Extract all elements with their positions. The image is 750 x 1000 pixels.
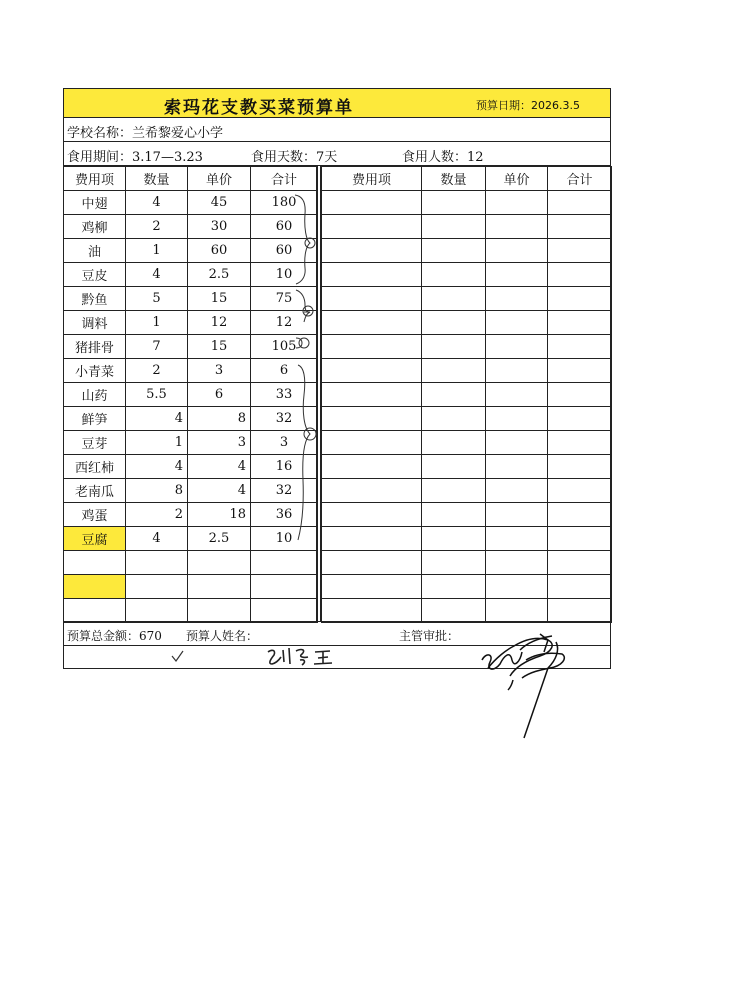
empty-cell <box>251 599 318 623</box>
empty-cell <box>188 599 251 623</box>
school-row <box>64 118 610 142</box>
table-row <box>322 359 612 383</box>
empty-cell <box>322 359 422 383</box>
empty-cell <box>422 575 486 599</box>
cell-total: 32 <box>251 479 318 503</box>
empty-cell <box>322 263 422 287</box>
cell-name: 老南瓜 <box>64 479 126 503</box>
empty-cell <box>322 383 422 407</box>
cell-qty: 2 <box>126 503 188 527</box>
cell-name: 鸡柳 <box>64 215 126 239</box>
header-name: 费用项 <box>64 167 126 191</box>
table-row <box>322 215 612 239</box>
table-row <box>322 431 612 455</box>
cell-qty: 1 <box>126 239 188 263</box>
empty-cell <box>486 599 548 623</box>
cell-total: 36 <box>251 503 318 527</box>
budget-sheet <box>63 88 611 669</box>
footer-row <box>64 622 610 646</box>
right-table <box>321 166 612 623</box>
empty-cell <box>322 335 422 359</box>
empty-cell <box>548 335 612 359</box>
cell-qty: 1 <box>126 311 188 335</box>
cell-price: 15 <box>188 287 251 311</box>
meal-period: 食用期间：3.17—3.23 <box>67 150 203 165</box>
item-grid <box>64 166 610 622</box>
table-row <box>64 599 318 623</box>
cell-price: 45 <box>188 191 251 215</box>
header-price: 单价 <box>188 167 251 191</box>
approver: 主管审批： <box>399 629 460 643</box>
empty-cell <box>64 551 126 575</box>
meal-people: 食用人数：12 <box>402 150 484 165</box>
empty-cell <box>64 599 126 623</box>
cell-total: 60 <box>251 239 318 263</box>
empty-cell <box>322 599 422 623</box>
empty-cell <box>422 359 486 383</box>
empty-cell <box>322 503 422 527</box>
cell-price: 6 <box>188 383 251 407</box>
cell-total: 10 <box>251 263 318 287</box>
empty-cell <box>126 551 188 575</box>
table-row <box>64 215 318 239</box>
cell-qty: 7 <box>126 335 188 359</box>
empty-cell <box>548 383 612 407</box>
budget-date: 预算日期：2026.3.5 <box>476 99 580 112</box>
empty-cell <box>548 527 612 551</box>
cell-price: 2.5 <box>188 263 251 287</box>
empty-cell <box>486 359 548 383</box>
cell-name: 鲜笋 <box>64 407 126 431</box>
cell-name: 小青菜 <box>64 359 126 383</box>
empty-cell <box>322 287 422 311</box>
cell-qty: 4 <box>126 263 188 287</box>
cell-total: 12 <box>251 311 318 335</box>
footer-empty-row <box>64 646 610 668</box>
empty-cell <box>548 455 612 479</box>
empty-cell <box>422 479 486 503</box>
empty-cell <box>486 335 548 359</box>
table-row <box>64 503 318 527</box>
cell-qty: 2 <box>126 359 188 383</box>
table-row <box>322 407 612 431</box>
empty-cell <box>486 407 548 431</box>
empty-cell <box>188 575 251 599</box>
cell-qty: 8 <box>126 479 188 503</box>
cell-name: 鸡蛋 <box>64 503 126 527</box>
cell-total: 16 <box>251 455 318 479</box>
empty-cell <box>486 527 548 551</box>
empty-cell <box>422 215 486 239</box>
cell-qty: 5 <box>126 287 188 311</box>
empty-cell <box>64 575 126 599</box>
table-row <box>322 575 612 599</box>
school-name: 学校名称：兰希黎爱心小学 <box>67 126 224 141</box>
header-total: 合计 <box>548 167 612 191</box>
table-row <box>64 359 318 383</box>
empty-cell <box>422 287 486 311</box>
empty-cell <box>126 599 188 623</box>
empty-cell <box>322 479 422 503</box>
empty-cell <box>548 287 612 311</box>
empty-cell <box>322 215 422 239</box>
table-row <box>64 383 318 407</box>
empty-cell <box>548 479 612 503</box>
table-row <box>64 239 318 263</box>
empty-cell <box>422 263 486 287</box>
empty-cell <box>486 239 548 263</box>
empty-cell <box>422 599 486 623</box>
empty-cell <box>486 191 548 215</box>
table-row <box>322 263 612 287</box>
cell-name: 调料 <box>64 311 126 335</box>
empty-cell <box>548 359 612 383</box>
empty-cell <box>422 503 486 527</box>
empty-cell <box>126 575 188 599</box>
header-total: 合计 <box>251 167 318 191</box>
table-row <box>322 287 612 311</box>
empty-cell <box>486 503 548 527</box>
empty-cell <box>422 431 486 455</box>
cell-qty: 5.5 <box>126 383 188 407</box>
empty-cell <box>548 191 612 215</box>
cell-total: 6 <box>251 359 318 383</box>
empty-cell <box>322 239 422 263</box>
table-row <box>322 455 612 479</box>
cell-name: 山药 <box>64 383 126 407</box>
empty-cell <box>486 383 548 407</box>
budget-person: 预算人姓名： <box>186 629 259 643</box>
cell-name: 猪排骨 <box>64 335 126 359</box>
cell-price: 18 <box>188 503 251 527</box>
empty-cell <box>486 431 548 455</box>
empty-cell <box>548 407 612 431</box>
empty-cell <box>548 215 612 239</box>
header-qty: 数量 <box>422 167 486 191</box>
table-row <box>322 503 612 527</box>
empty-cell <box>422 527 486 551</box>
empty-cell <box>322 551 422 575</box>
empty-cell <box>548 431 612 455</box>
table-row <box>322 335 612 359</box>
empty-cell <box>548 263 612 287</box>
cell-total: 180 <box>251 191 318 215</box>
empty-cell <box>322 311 422 335</box>
cell-name: 豆芽 <box>64 431 126 455</box>
cell-name: 西红柿 <box>64 455 126 479</box>
cell-qty: 2 <box>126 215 188 239</box>
table-row <box>64 263 318 287</box>
empty-cell <box>486 311 548 335</box>
cell-total: 60 <box>251 215 318 239</box>
meal-days: 食用天数：7天 <box>251 150 338 165</box>
empty-cell <box>486 215 548 239</box>
empty-cell <box>548 575 612 599</box>
table-row <box>64 527 318 551</box>
cell-total: 33 <box>251 383 318 407</box>
table-row <box>322 239 612 263</box>
empty-cell <box>422 311 486 335</box>
meal-info-row <box>64 142 610 166</box>
empty-cell <box>251 551 318 575</box>
table-row <box>64 287 318 311</box>
empty-cell <box>322 407 422 431</box>
cell-price: 3 <box>188 359 251 383</box>
table-row <box>322 479 612 503</box>
cell-price: 15 <box>188 335 251 359</box>
empty-cell <box>548 311 612 335</box>
empty-cell <box>422 455 486 479</box>
table-row <box>64 335 318 359</box>
empty-cell <box>486 551 548 575</box>
empty-cell <box>422 407 486 431</box>
empty-cell <box>422 191 486 215</box>
empty-cell <box>322 191 422 215</box>
cell-name: 豆皮 <box>64 263 126 287</box>
table-row <box>64 455 318 479</box>
table-row <box>322 383 612 407</box>
cell-qty: 4 <box>126 191 188 215</box>
empty-cell <box>548 599 612 623</box>
cell-price: 4 <box>188 455 251 479</box>
cell-price: 60 <box>188 239 251 263</box>
empty-cell <box>422 551 486 575</box>
cell-total: 10 <box>251 527 318 551</box>
empty-cell <box>422 239 486 263</box>
empty-cell <box>422 335 486 359</box>
empty-cell <box>322 455 422 479</box>
cell-qty: 1 <box>126 431 188 455</box>
table-row <box>322 311 612 335</box>
empty-cell <box>322 431 422 455</box>
cell-qty: 4 <box>126 407 188 431</box>
empty-cell <box>486 455 548 479</box>
empty-cell <box>548 551 612 575</box>
table-row <box>64 407 318 431</box>
table-row <box>64 311 318 335</box>
title-bar <box>64 89 610 118</box>
empty-cell <box>486 575 548 599</box>
header-name: 费用项 <box>322 167 422 191</box>
table-row <box>322 599 612 623</box>
empty-cell <box>486 287 548 311</box>
empty-cell <box>548 239 612 263</box>
table-row <box>322 551 612 575</box>
cell-price: 12 <box>188 311 251 335</box>
cell-qty: 4 <box>126 527 188 551</box>
cell-total: 3 <box>251 431 318 455</box>
cell-name: 黔鱼 <box>64 287 126 311</box>
cell-name: 油 <box>64 239 126 263</box>
table-row <box>64 575 318 599</box>
cell-total: 105 <box>251 335 318 359</box>
cell-price: 3 <box>188 431 251 455</box>
form-title: 索玛花支教买菜预算单 <box>164 98 354 118</box>
empty-cell <box>548 503 612 527</box>
table-row <box>322 527 612 551</box>
cell-name: 豆腐 <box>64 527 126 551</box>
empty-cell <box>422 383 486 407</box>
empty-cell <box>486 263 548 287</box>
cell-total: 75 <box>251 287 318 311</box>
table-row <box>64 479 318 503</box>
empty-cell <box>322 527 422 551</box>
empty-cell <box>322 575 422 599</box>
empty-cell <box>251 575 318 599</box>
cell-price: 30 <box>188 215 251 239</box>
cell-total: 32 <box>251 407 318 431</box>
empty-cell <box>486 479 548 503</box>
table-row <box>64 551 318 575</box>
empty-cell <box>188 551 251 575</box>
header-qty: 数量 <box>126 167 188 191</box>
cell-price: 8 <box>188 407 251 431</box>
budget-total: 预算总金额：670 <box>67 629 162 643</box>
table-row <box>322 191 612 215</box>
cell-name: 中翅 <box>64 191 126 215</box>
table-row <box>64 191 318 215</box>
cell-qty: 4 <box>126 455 188 479</box>
cell-price: 4 <box>188 479 251 503</box>
cell-price: 2.5 <box>188 527 251 551</box>
header-price: 单价 <box>486 167 548 191</box>
table-row <box>64 431 318 455</box>
left-table <box>63 166 318 623</box>
